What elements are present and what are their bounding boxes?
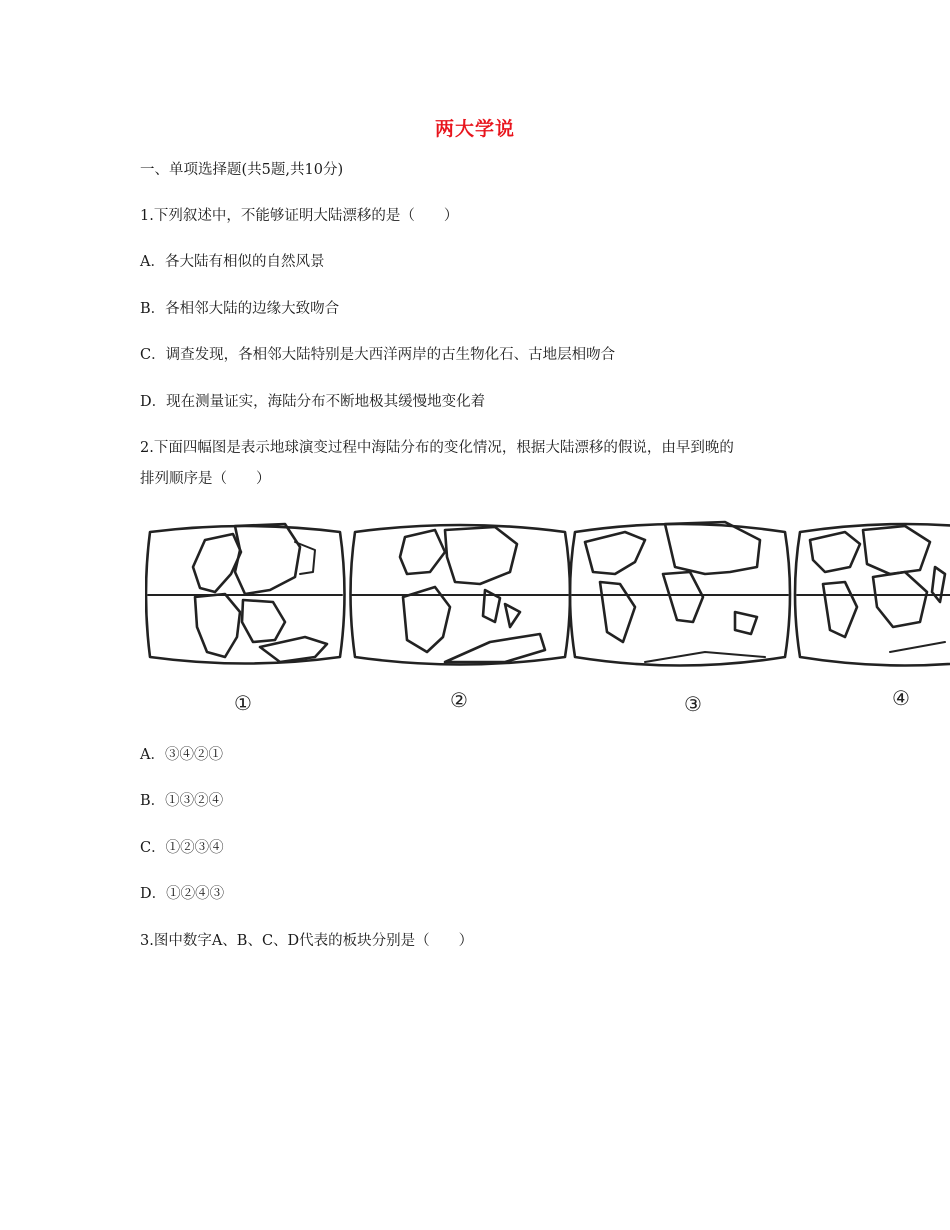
question-2-option-b: B．①③②④ [140,793,224,809]
question-1-option-a: A．各大陆有相似的自然风景 [140,254,325,270]
map-2 [351,525,571,665]
continental-drift-maps-figure [145,512,950,717]
map-label-4: ④ [892,686,910,710]
question-2-stem-line-2: 排列顺序是（ ） [140,471,271,487]
page-title: 两大学说 [434,118,515,140]
map-4 [795,524,950,666]
map-label-3: ③ [684,692,702,716]
question-1-option-b: B．各相邻大陆的边缘大致吻合 [140,301,340,317]
map-3 [570,522,790,666]
question-1-option-d: D．现在测量证实，海陆分布不断地极其缓慢地变化着 [140,394,486,410]
question-2-option-a: A．③④②① [140,747,223,763]
question-2-option-d: D．①②④③ [140,886,225,902]
question-3-stem: 3.图中数字A、B、C、D代表的板块分别是（ ） [140,933,474,949]
question-1-option-c: C．调查发现，各相邻大陆特别是大西洋两岸的古生物化石、古地层相吻合 [140,347,616,363]
map-label-2: ② [450,688,468,712]
question-2-stem-line-1: 2.下面四幅图是表示地球演变过程中海陆分布的变化情况，根据大陆漂移的假说，由早到晚的 [140,440,734,456]
map-1 [146,524,345,664]
section-heading: 一、单项选择题(共5题,共10分) [140,162,344,178]
question-2-option-c: C．①②③④ [140,840,224,856]
map-label-1: ① [234,691,252,715]
question-1-stem: 1.下列叙述中，不能够证明大陆漂移的是（ ） [140,208,459,224]
